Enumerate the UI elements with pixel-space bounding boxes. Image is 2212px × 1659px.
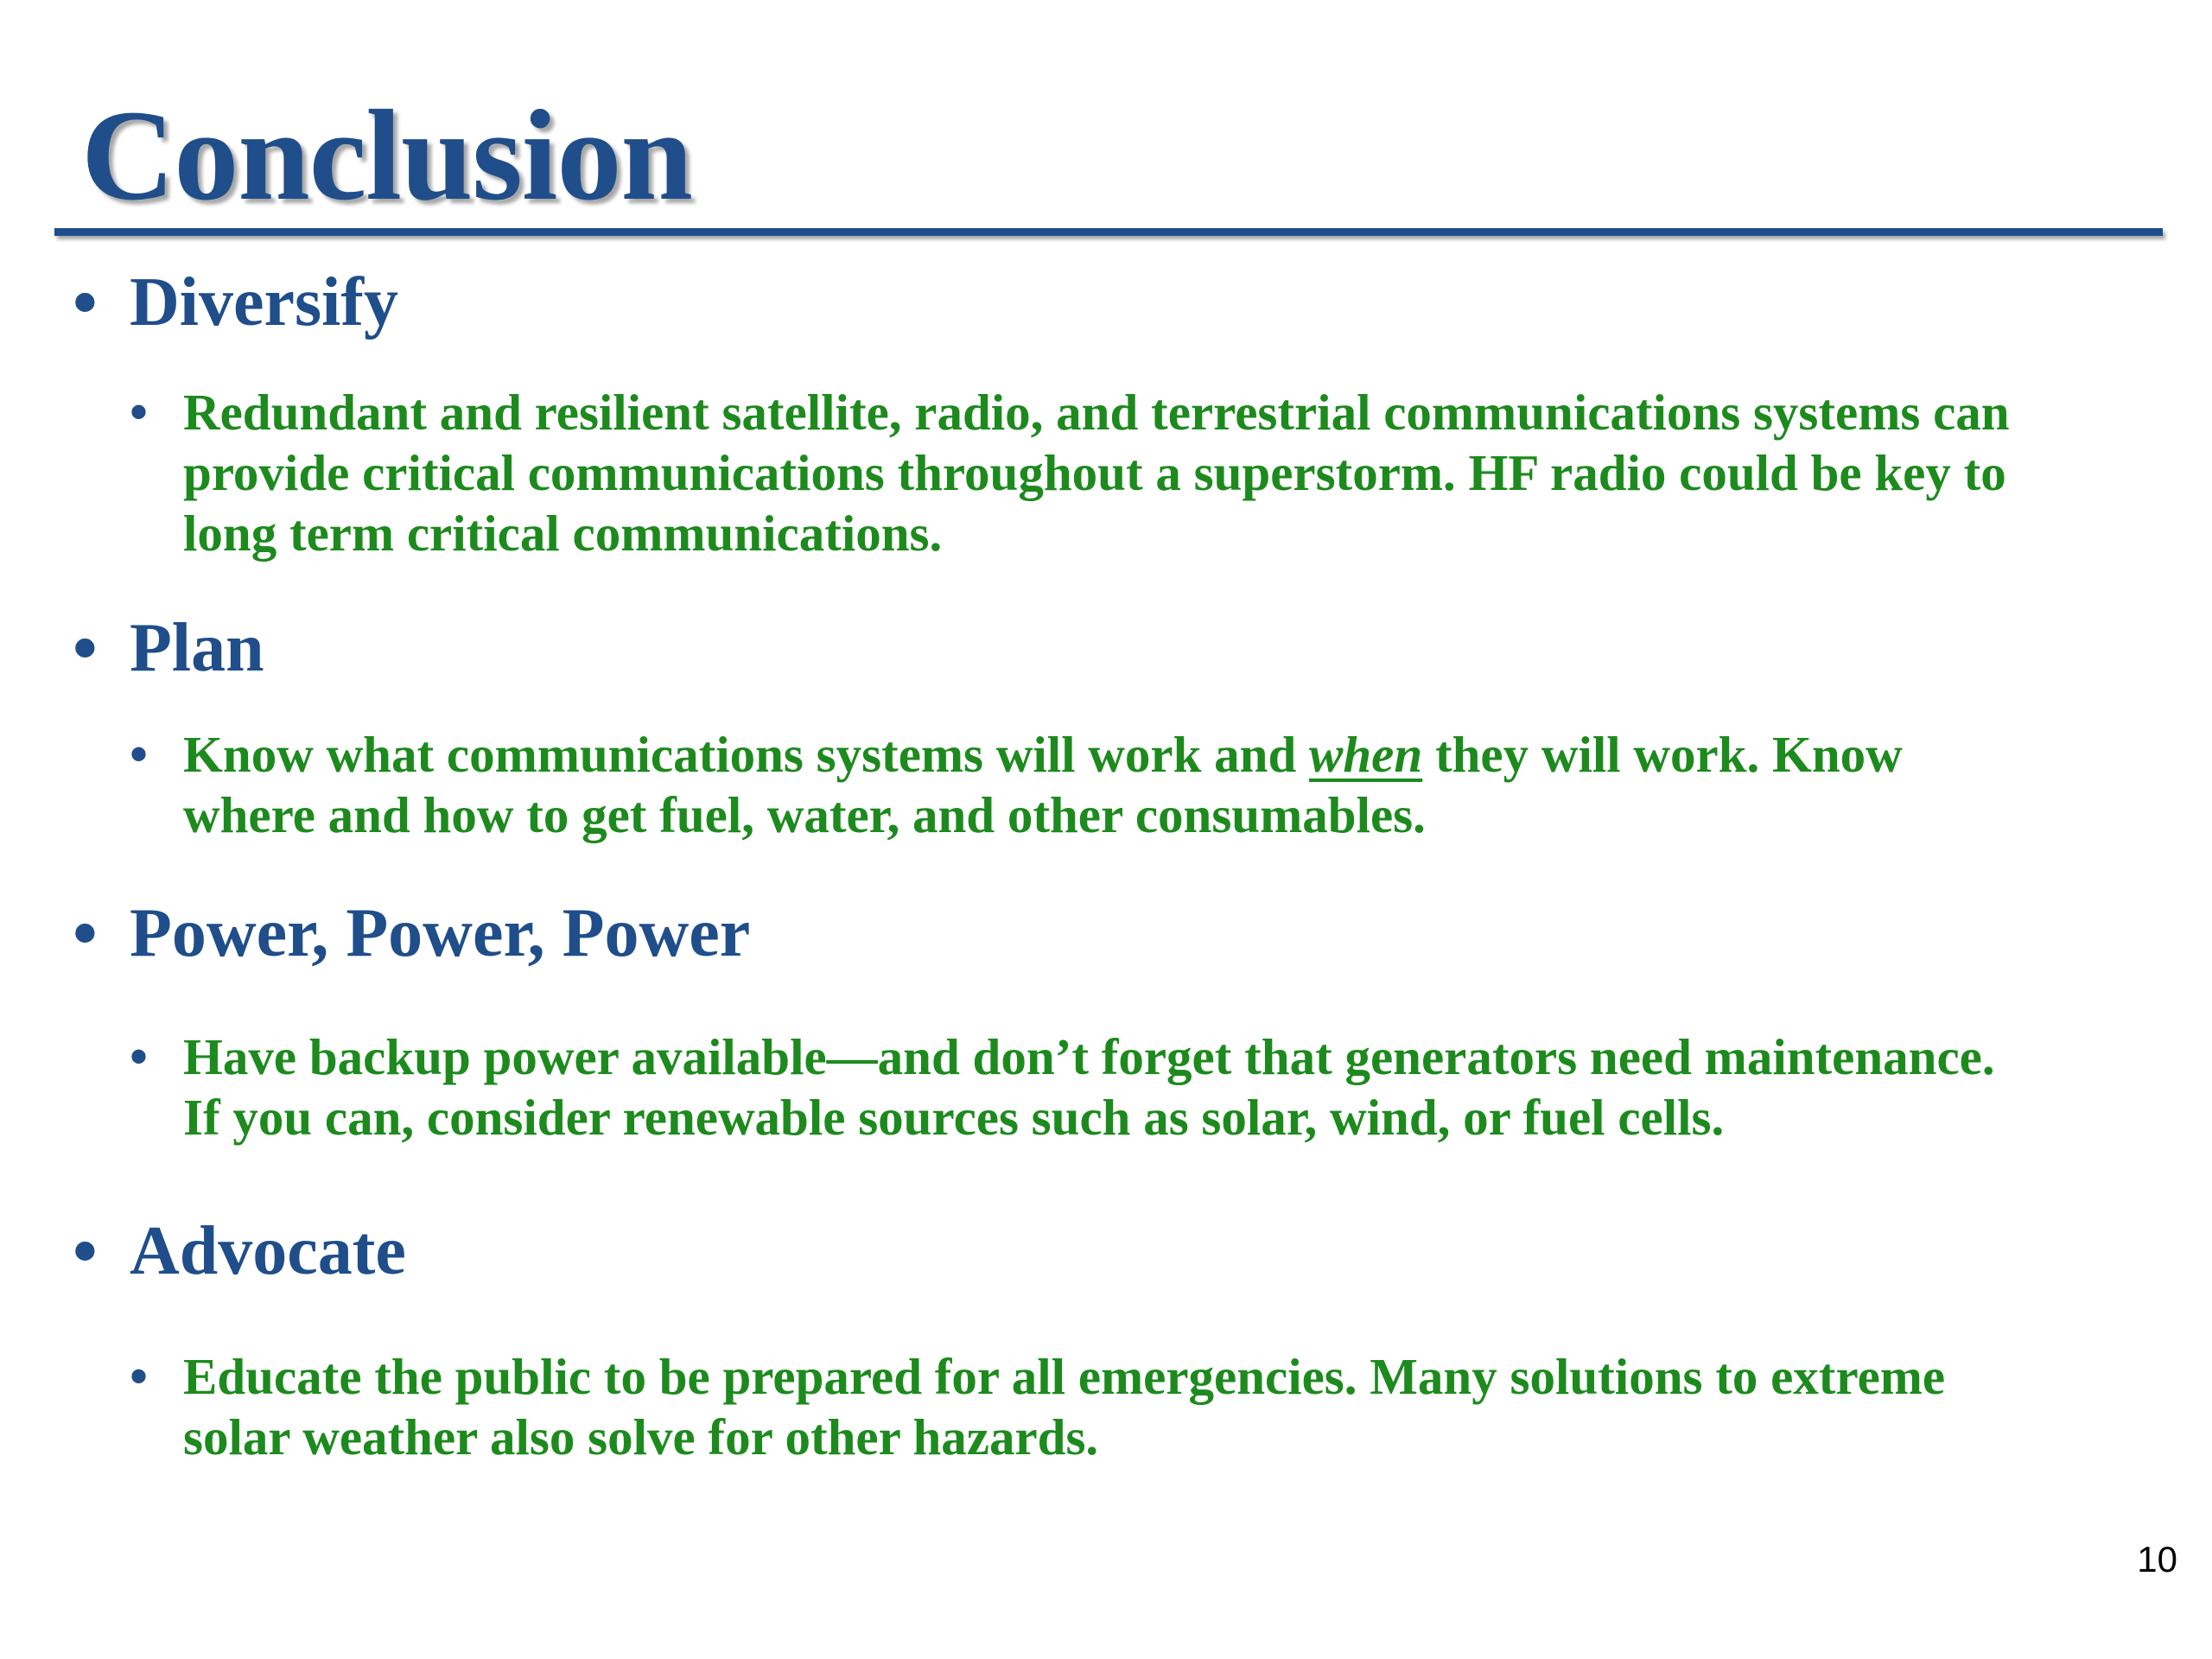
bullet-text [183, 1027, 2196, 1147]
section-plan [0, 605, 2212, 691]
text-line: Educate the public to be prepared for all emergencies. Many solutions to extreme [183, 1348, 1946, 1405]
emphasis-when: when [1309, 726, 1423, 783]
bullet-text [183, 724, 2196, 845]
section-advocate [0, 1208, 2212, 1294]
sub-bullet-icon: • [130, 384, 149, 441]
section-diversify [0, 259, 2212, 346]
bullet-text [183, 1346, 2196, 1467]
page-number: 10 [2137, 1539, 2177, 1580]
text-line: Have backup power available—and don’t forget that generators need maintenance. [183, 1028, 1995, 1085]
text-line [183, 724, 2196, 785]
section-heading: Diversify [130, 264, 399, 340]
bullet-icon: • [73, 1211, 98, 1290]
bullet-icon: • [73, 263, 98, 341]
text-segment: they will work. Know [1422, 726, 1903, 783]
slide-title: Conclusion [81, 84, 692, 227]
title-divider [54, 228, 2163, 236]
bullet-icon: • [73, 608, 98, 687]
text-line: long term critical communications. [183, 505, 943, 562]
sub-bullet-icon: • [130, 1028, 149, 1085]
text-line: solar weather also solve for other hazards. [183, 1408, 1099, 1465]
section-power [0, 890, 2212, 976]
section-heading: Plan [130, 610, 264, 686]
text-line: If you can, consider renewable sources such as solar, wind, or fuel cells. [183, 1089, 1725, 1146]
sub-bullet-icon: • [130, 726, 149, 783]
section-heading: Power, Power, Power [130, 895, 751, 971]
bullet-icon: • [73, 893, 98, 972]
text-segment: Know what communications systems will work and [183, 726, 1310, 783]
text-line: Redundant and resilient satellite, radio, and terrestrial communications systems can [183, 384, 2010, 441]
section-heading: Advocate [130, 1213, 406, 1289]
sub-bullet-icon: • [130, 1348, 149, 1405]
text-line: provide critical communications throughout a superstorm. HF radio could be key to [183, 444, 2006, 501]
text-line: where and how to get fuel, water, and other consumables. [183, 786, 1426, 843]
bullet-text [183, 382, 2196, 563]
